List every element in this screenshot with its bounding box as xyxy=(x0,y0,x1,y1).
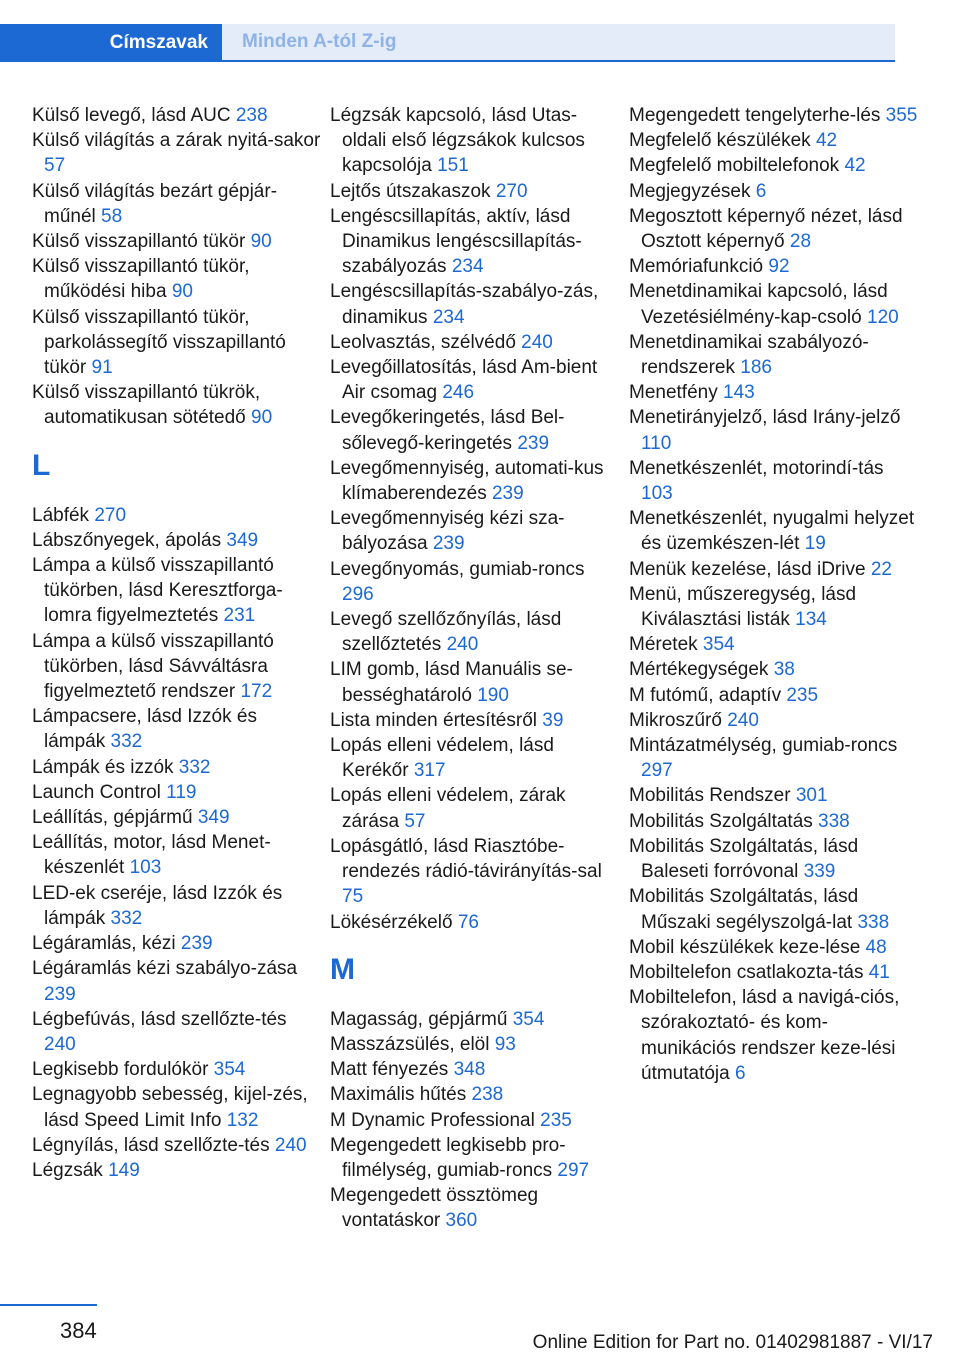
page-reference-link[interactable]: 235 xyxy=(540,1109,572,1131)
page-reference-link[interactable]: 246 xyxy=(442,382,475,404)
page-reference-link[interactable]: 42 xyxy=(815,130,838,152)
page-reference-link[interactable]: 349 xyxy=(197,807,230,829)
page-reference-link[interactable]: 143 xyxy=(723,382,755,404)
index-entry-text: Megengedett össztömeg vontatáskor xyxy=(330,1185,539,1232)
page-reference-link[interactable]: 103 xyxy=(641,483,673,505)
page-reference-link[interactable]: 339 xyxy=(803,861,836,883)
page-reference-link[interactable]: 348 xyxy=(453,1059,486,1081)
index-entry xyxy=(32,1158,322,1183)
index-entry-text: Lengéscsillapítás, aktív, lásd Dinamikus lengéscsillapítás-szabályozás xyxy=(330,205,582,278)
index-entry xyxy=(32,254,322,304)
page-reference-link[interactable]: 317 xyxy=(413,760,446,782)
page-reference-link[interactable]: 90 xyxy=(251,407,273,429)
page-reference-link[interactable]: 332 xyxy=(178,756,211,778)
index-entry xyxy=(32,755,322,780)
index-entry-text: Külső visszapillantó tükör xyxy=(32,231,246,253)
index-entry xyxy=(629,279,919,329)
index-entry xyxy=(629,557,919,582)
index-entry xyxy=(629,960,919,985)
index-entry xyxy=(629,834,919,884)
index-entry xyxy=(32,830,322,880)
index-entry-text: Levegőmennyiség, automati-kus klímaberendezés xyxy=(330,457,604,505)
index-entry-text: Lábfék xyxy=(32,504,90,526)
index-entry-text: Lopás elleni védelem, zárak zárása xyxy=(330,785,566,832)
index-entry xyxy=(32,229,322,254)
index-entry xyxy=(330,1183,620,1233)
index-entry xyxy=(32,780,322,805)
index-entry-text: Menetdinamikai kapcsoló, lásd Vezetésiélmény-kap-csoló xyxy=(629,281,888,328)
index-entry xyxy=(629,128,919,153)
index-entry xyxy=(629,683,919,708)
index-entry xyxy=(32,380,322,430)
index-entry xyxy=(629,456,919,506)
page-reference-link[interactable]: 57 xyxy=(44,155,66,177)
index-entry-text: Memóriafunkció xyxy=(629,256,764,278)
index-entry-text: Méretek xyxy=(629,634,698,656)
page-reference-link[interactable]: 48 xyxy=(865,936,887,958)
page-reference-link[interactable]: 93 xyxy=(494,1033,516,1055)
index-entry xyxy=(330,456,620,506)
index-entry xyxy=(32,179,322,229)
index-entry-text: Mobiltelefon, lásd a navigá-ciós, szórakoztató- és kom-munikációs rendszer keze-lési útmutatója xyxy=(629,987,900,1084)
page-reference-link[interactable]: 151 xyxy=(437,155,469,177)
page-reference-link[interactable]: 338 xyxy=(857,911,890,933)
index-entry xyxy=(330,708,620,733)
page-reference-link[interactable]: 239 xyxy=(44,983,76,1005)
index-entry xyxy=(330,330,620,355)
page-reference-link[interactable]: 239 xyxy=(517,432,550,454)
page-reference-link[interactable]: 354 xyxy=(213,1059,246,1081)
index-entry-text: Lökésérzékelő xyxy=(330,911,453,933)
index-entry-text: Külső visszapillantó tükrök, automatikusan sötétedő xyxy=(32,382,261,429)
index-entry-text: Levegő szellőzőnyílás, lásd szellőztetés xyxy=(330,609,562,656)
page-reference-link[interactable]: 270 xyxy=(495,180,528,202)
index-column-3 xyxy=(629,103,919,1086)
index-entry-text: LED-ek cseréje, lásd Izzók és lámpák xyxy=(32,882,283,929)
index-entry xyxy=(330,279,620,329)
page-number: 384 xyxy=(60,1318,97,1343)
tab-a-to-z[interactable]: Minden A-tól Z-ig xyxy=(222,24,895,60)
index-column-1 xyxy=(32,103,322,1183)
page-reference-link[interactable]: 239 xyxy=(432,533,465,555)
index-entry-text: Levegőillatosítás, lásd Am-bient Air csomag xyxy=(330,357,598,404)
page-reference-link[interactable]: 58 xyxy=(101,205,123,227)
edition-note: Online Edition for Part no. 01402981887 - VI/17 xyxy=(532,1332,933,1353)
page-reference-link[interactable]: 103 xyxy=(129,857,162,879)
index-entry-text: Mobilitás Szolgáltatás xyxy=(629,810,813,832)
index-entry xyxy=(629,179,919,204)
index-entry-text: Megengedett legkisebb pro-filmélység, gumiab-roncs xyxy=(330,1134,566,1181)
page-reference-link[interactable]: 240 xyxy=(446,634,479,656)
page-reference-link[interactable]: 186 xyxy=(740,357,772,379)
index-entry xyxy=(330,179,620,204)
index-entry xyxy=(629,506,919,556)
index-entry xyxy=(629,330,919,380)
index-entry xyxy=(629,657,919,682)
index-entry-text: Külső világítás bezárt gépjár-műnél xyxy=(32,180,278,227)
index-entry xyxy=(629,405,919,455)
page-reference-link[interactable]: 41 xyxy=(868,961,890,983)
index-entry xyxy=(32,1133,322,1158)
index-entry xyxy=(32,931,322,956)
page-reference-link[interactable]: 39 xyxy=(542,709,564,731)
page-reference-link[interactable]: 22 xyxy=(870,558,892,580)
page-reference-link[interactable]: 235 xyxy=(786,684,819,706)
page-reference-link[interactable]: 90 xyxy=(250,231,272,253)
index-entry xyxy=(330,1032,620,1057)
index-entry xyxy=(629,103,919,128)
index-entry xyxy=(629,254,919,279)
index-entry-text: Mintázatmélység, gumiab-roncs xyxy=(629,735,898,757)
index-entry xyxy=(32,956,322,1006)
index-entry-text: Levegőkeringetés, lásd Bel-sőlevegő-keringetés xyxy=(330,407,565,454)
index-entry-text: Megosztott képernyő nézet, lásd Osztott képernyő xyxy=(629,205,903,253)
index-entry-text: Megfelelő készülékek xyxy=(629,130,811,152)
index-entry-text: Mobiltelefon csatlakozta-tás xyxy=(629,961,864,983)
index-entry-text: Lista minden értesítésről xyxy=(330,709,537,731)
index-entry xyxy=(330,1108,620,1133)
page-reference-link[interactable]: 6 xyxy=(755,180,767,202)
index-entry-text: Lámpa a külső visszapillantó tükörben, lásd Sávváltásra figyelmeztető rendszer xyxy=(32,630,274,703)
index-entry-text: Menetirányjelző, lásd Irány-jelző xyxy=(629,407,901,429)
index-entry xyxy=(32,805,322,830)
index-entry-text: Leállítás, gépjármű xyxy=(32,807,193,829)
index-entry xyxy=(32,528,322,553)
index-entry xyxy=(629,985,919,1086)
page-reference-link[interactable]: 231 xyxy=(223,605,256,627)
index-entry xyxy=(330,607,620,657)
index-entry xyxy=(32,704,322,754)
index-entry-text: Lámpák és izzók xyxy=(32,756,174,778)
index-entry-text: Légzsák kapcsoló, lásd Utas-oldali első légzsákok kulcsos kapcsolója xyxy=(330,105,585,177)
index-entry-text: Lopás elleni védelem, lásd Kerékőr xyxy=(330,735,554,782)
index-entry-text: Menetdinamikai szabályozó-rendszerek xyxy=(629,331,869,379)
page-reference-link[interactable]: 92 xyxy=(768,256,790,278)
section-letter: M xyxy=(330,952,355,986)
index-entry-text: Lopásgátló, lásd Riasztóbe-rendezés rádió-távirányítás-sal xyxy=(330,835,602,883)
index-entry-text: Launch Control xyxy=(32,781,161,803)
index-entry-text: Légzsák xyxy=(32,1159,103,1181)
index-entry xyxy=(330,834,620,910)
index-entry-text: Légáramlás kézi szabályo-zása xyxy=(32,958,298,980)
index-entry-text: Külső levegő, lásd AUC xyxy=(32,105,231,126)
index-entry xyxy=(330,1057,620,1082)
page-reference-link[interactable]: 132 xyxy=(226,1109,259,1131)
index-entry-text: Menetfény xyxy=(629,382,718,404)
page-reference-link[interactable]: 91 xyxy=(91,357,113,379)
page-reference-link[interactable]: 90 xyxy=(171,281,193,303)
page-reference-link[interactable]: 238 xyxy=(471,1084,504,1106)
index-entry xyxy=(330,557,620,607)
index-entry-text: Lábszőnyegek, ápolás xyxy=(32,529,222,551)
index-entry xyxy=(330,506,620,556)
index-entry-text: Mobil készülékek keze-lése xyxy=(629,936,861,958)
page-reference-link[interactable]: 42 xyxy=(844,155,866,177)
index-entry xyxy=(330,783,620,833)
index-entry-text: M futómű, adaptív xyxy=(629,684,782,706)
page-reference-link[interactable]: 149 xyxy=(108,1159,140,1181)
index-entry-text: Mobilitás Szolgáltatás, lásd Műszaki segélyszolgá-lat xyxy=(629,886,859,933)
index-entry-text: Legnagyobb sebesség, kijel-zés, lásd Speed Limit Info xyxy=(32,1084,308,1131)
index-entry-text: M Dynamic Professional xyxy=(330,1109,535,1131)
index-entry-text: Masszázsülés, elöl xyxy=(330,1033,490,1055)
index-entry-text: Légáramlás, kézi xyxy=(32,933,176,955)
index-entry-text: Mértékegységek xyxy=(629,659,769,681)
index-entry xyxy=(32,881,322,931)
page-reference-link[interactable]: 119 xyxy=(166,781,197,803)
index-entry xyxy=(32,503,322,528)
page-reference-link[interactable]: 270 xyxy=(94,504,127,526)
page-reference-link[interactable]: 338 xyxy=(818,810,850,832)
index-entry xyxy=(629,632,919,657)
index-entry xyxy=(330,355,620,405)
index-entry xyxy=(330,1133,620,1183)
index-entry-text: LIM gomb, lásd Manuális se-bességhatároló xyxy=(330,659,573,706)
page-reference-link[interactable]: 354 xyxy=(702,634,735,656)
index-entry xyxy=(32,128,322,178)
index-entry xyxy=(330,910,620,935)
index-entry xyxy=(32,1007,322,1057)
index-entry xyxy=(330,657,620,707)
index-entry xyxy=(629,204,919,254)
index-entry-text: Lámpacsere, lásd Izzók és lámpák xyxy=(32,706,257,753)
index-entry-text: Megjegyzések xyxy=(629,180,751,202)
index-entry-text: Menetkészenlét, nyugalmi helyzet és üzemkészen-lét xyxy=(629,508,915,555)
index-entry-text: Légnyílás, lásd szellőzte-tés xyxy=(32,1134,270,1156)
index-entry xyxy=(629,809,919,834)
header-divider xyxy=(0,60,895,62)
page-reference-link[interactable]: 355 xyxy=(885,105,918,126)
page-reference-link[interactable]: 349 xyxy=(226,529,259,551)
page-reference-link[interactable]: 172 xyxy=(240,681,273,703)
page-reference-link[interactable]: 110 xyxy=(641,432,672,454)
page-reference-link[interactable]: 57 xyxy=(404,810,426,832)
header-bar xyxy=(0,0,960,62)
index-entry xyxy=(629,733,919,783)
index-entry-text: Mobilitás Rendszer xyxy=(629,785,791,807)
index-entry-text: Megengedett tengelyterhe-lés xyxy=(629,105,881,126)
page-reference-link[interactable]: 38 xyxy=(773,659,795,681)
index-entry xyxy=(629,783,919,808)
page-reference-link[interactable]: 296 xyxy=(342,583,374,605)
page-reference-link[interactable]: 240 xyxy=(521,331,553,353)
index-entry-text: Külső világítás a zárak nyitá-sakor xyxy=(32,130,321,152)
index-entry-text: Légbefúvás, lásd szellőzte-tés xyxy=(32,1008,287,1030)
page-reference-link[interactable]: 240 xyxy=(274,1134,307,1156)
page-reference-link[interactable]: 354 xyxy=(512,1008,545,1030)
index-entry-text: Lengéscsillapítás-szabályo-zás, dinamikus xyxy=(330,281,599,328)
index-entry-text: Mikroszűrő xyxy=(629,709,722,731)
page-reference-link[interactable]: 360 xyxy=(445,1210,478,1232)
page-reference-link[interactable]: 19 xyxy=(804,533,826,555)
page-reference-link[interactable]: 238 xyxy=(235,105,268,126)
index-entry-text: Leolvasztás, szélvédő xyxy=(330,331,516,353)
index-entry xyxy=(629,153,919,178)
index-entry xyxy=(330,1082,620,1107)
index-column-2 xyxy=(330,103,620,1234)
page-reference-link[interactable]: 234 xyxy=(451,256,484,278)
page-reference-link[interactable]: 301 xyxy=(795,785,828,807)
index-entry xyxy=(330,1007,620,1032)
index-entry-text: Levegőnyomás, gumiab-roncs xyxy=(330,558,585,580)
page-reference-link[interactable]: 76 xyxy=(457,911,479,933)
index-entry-text: Leállítás, motor, lásd Menet-készenlét xyxy=(32,832,271,879)
index-entry xyxy=(32,1082,322,1132)
page-reference-link[interactable]: 240 xyxy=(727,709,759,731)
index-entry xyxy=(629,380,919,405)
index-entry-text: Lejtős útszakaszok xyxy=(330,180,491,202)
page-reference-link[interactable]: 120 xyxy=(867,306,899,328)
index-entry xyxy=(32,305,322,381)
index-entry xyxy=(32,553,322,629)
index-entry-text: Menü, műszeregység, lásd Kiválasztási listák xyxy=(629,583,857,631)
page-reference-link[interactable]: 240 xyxy=(44,1033,76,1055)
index-entry xyxy=(629,935,919,960)
index-entry xyxy=(629,582,919,632)
index-entry xyxy=(330,405,620,455)
index-entry-text: Matt fényezés xyxy=(330,1059,449,1081)
footer-divider xyxy=(0,1304,97,1306)
page-reference-link[interactable]: 134 xyxy=(795,609,827,631)
page-reference-link[interactable]: 297 xyxy=(557,1159,590,1181)
index-entry xyxy=(629,708,919,733)
page-reference-link[interactable]: 332 xyxy=(110,907,143,929)
index-entry-text: Mobilitás Szolgáltatás, lásd Baleseti forróvonal xyxy=(629,835,859,883)
page-reference-link[interactable]: 332 xyxy=(110,731,143,753)
index-entry xyxy=(330,204,620,280)
index-entry xyxy=(32,629,322,705)
index-entry xyxy=(32,103,322,128)
index-entry-text: Megfelelő mobiltelefonok xyxy=(629,155,840,177)
index-entry-text: Levegőmennyiség kézi sza-bályozása xyxy=(330,508,565,555)
index-entry-text: Maximális hűtés xyxy=(330,1084,467,1106)
index-entry xyxy=(32,1057,322,1082)
index-entry-text: Külső visszapillantó tükör, működési hiba xyxy=(32,256,250,303)
page-reference-link[interactable]: 190 xyxy=(477,684,509,706)
tab-keywords[interactable]: Címszavak xyxy=(0,24,222,62)
page-reference-link[interactable]: 297 xyxy=(641,760,673,782)
index-entry-text: Legkisebb fordulókör xyxy=(32,1059,209,1081)
page-reference-link[interactable]: 75 xyxy=(342,886,364,908)
page-reference-link[interactable]: 28 xyxy=(789,231,812,253)
index-entry-text: Magasság, gépjármű xyxy=(330,1008,508,1030)
page-reference-link[interactable]: 239 xyxy=(180,933,213,955)
index-entry-text: Lámpa a külső visszapillantó tükörben, lásd Keresztforga-lomra figyelmeztetés xyxy=(32,555,283,627)
section-letter: L xyxy=(32,448,51,482)
index-entry-text: Menük kezelése, lásd iDrive xyxy=(629,558,866,580)
page-reference-link[interactable]: 234 xyxy=(432,306,465,328)
index-entry xyxy=(330,103,620,179)
page-reference-link[interactable]: 6 xyxy=(735,1062,746,1084)
index-entry xyxy=(629,884,919,934)
page-reference-link[interactable]: 239 xyxy=(491,483,524,505)
index-entry-text: Menetkészenlét, motorindí-tás xyxy=(629,457,884,479)
index-entry xyxy=(330,733,620,783)
index-entry-text: Külső visszapillantó tükör, parkolássegítő visszapillantó tükör xyxy=(32,306,286,379)
